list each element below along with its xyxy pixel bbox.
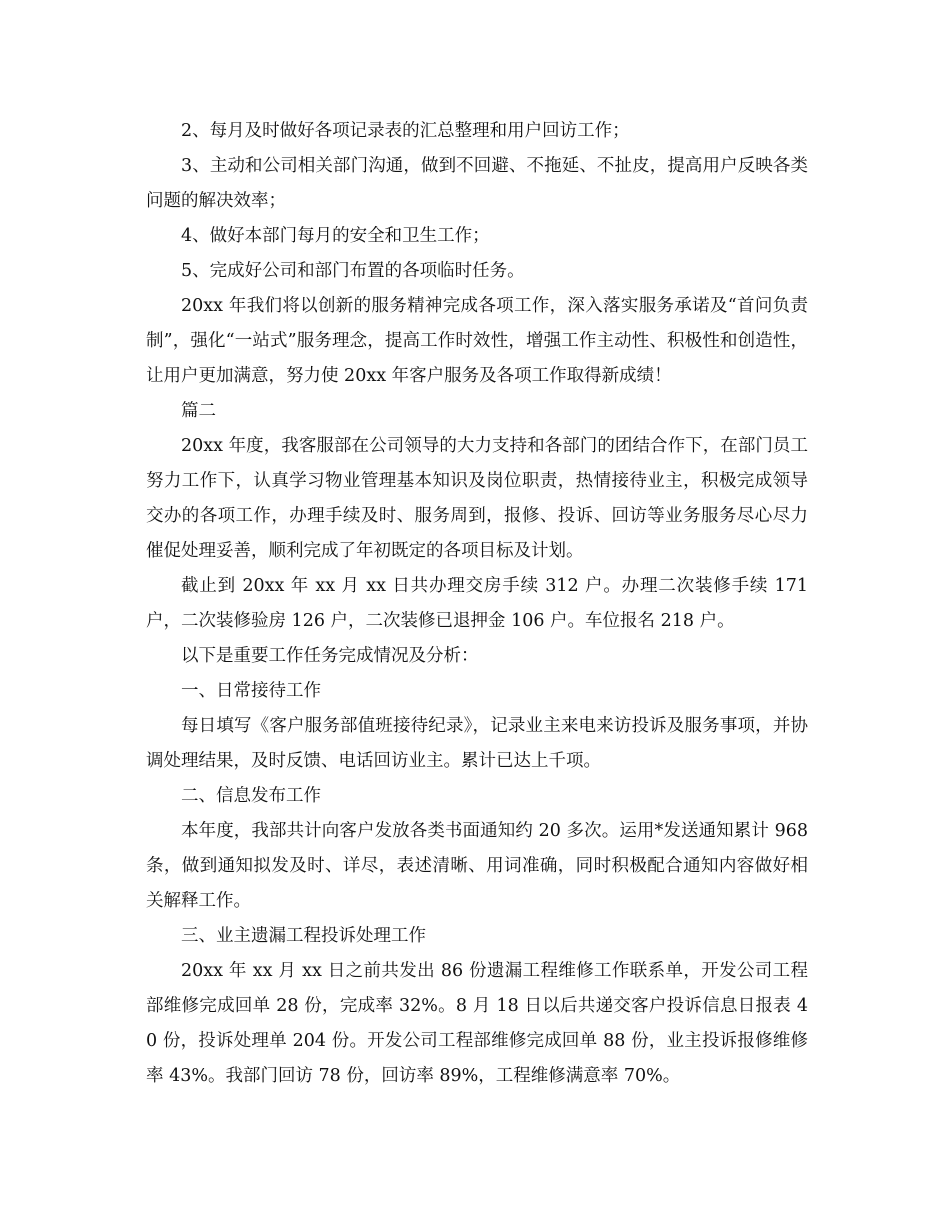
paragraph-statistics: 截止到 20xx 年 xx 月 xx 日共办理交房手续 312 户。办理二次装修手续 171 户，二次装修验房 126 户，二次装修已退押金 106 户。车位报名 218 户。 — [146, 576, 808, 631]
paragraph-item-2: 2、每月及时做好各项记录表的汇总整理和用户回访工作； — [181, 121, 630, 141]
paragraph-item-4: 4、做好本部门每月的安全和卫生工作； — [181, 226, 490, 246]
heading-complaint-handling: 三、业主遗漏工程投诉处理工作 — [181, 926, 426, 946]
paragraph-daily-reception: 每日填写《客户服务部值班接待纪录》，记录业主来电来访投诉及服务事项，并协调处理结果，及时反馈、电话回访业主。累计已达上千项。 — [146, 716, 808, 771]
paragraph-information-release: 本年度，我部共计向客户发放各类书面通知约 20 多次。运用*发送通知累计 968 条，做到通知拟发及时、详尽，表述清晰、用词准确，同时积极配合通知内容做好相关解释工作。 — [146, 821, 808, 911]
heading-information-release: 二、信息发布工作 — [181, 786, 321, 806]
paragraph-item-5: 5、完成好公司和部门布置的各项临时任务。 — [181, 261, 525, 281]
document-page — [146, 114, 808, 1094]
paragraph-analysis-intro: 以下是重要工作任务完成情况及分析： — [181, 646, 479, 666]
paragraph-item-3: 3、主动和公司相关部门沟通，做到不回避、不拖延、不扯皮，提高用户反映各类问题的解决效率； — [146, 156, 808, 211]
paragraph-complaint-handling: 20xx 年 xx 月 xx 日之前共发出 86 份遗漏工程维修工作联系单，开发公司工程部维修完成回单 28 份，完成率 32%。8 月 18 日以后共递交客户投诉信息日报表 40 份，投诉处理单 204 份。开发公司工程部维修完成回单 88 份，业主投诉报修维修率 43%。我部门回访 78 份，回访率 89%，工程维修满意率 70%。 — [146, 961, 808, 1086]
section-title-part-two: 篇二 — [181, 401, 216, 421]
paragraph-summary-plan: 20xx 年我们将以创新的服务精神完成各项工作，深入落实服务承诺及“首问负责制”，强化“一站式”服务理念，提高工作时效性，增强工作主动性、积极性和创造性，让用户更加满意，努力使 20xx 年客户服务及各项工作取得新成绩！ — [146, 296, 808, 386]
heading-daily-reception: 一、日常接待工作 — [181, 681, 321, 701]
paragraph-annual-overview: 20xx 年度，我客服部在公司领导的大力支持和各部门的团结合作下，在部门员工努力工作下，认真学习物业管理基本知识及岗位职责，热情接待业主，积极完成领导交办的各项工作，办理手续及时、服务周到，报修、投诉、回访等业务服务尽心尽力催促处理妥善，顺利完成了年初既定的各项目标及计划。 — [146, 436, 808, 561]
